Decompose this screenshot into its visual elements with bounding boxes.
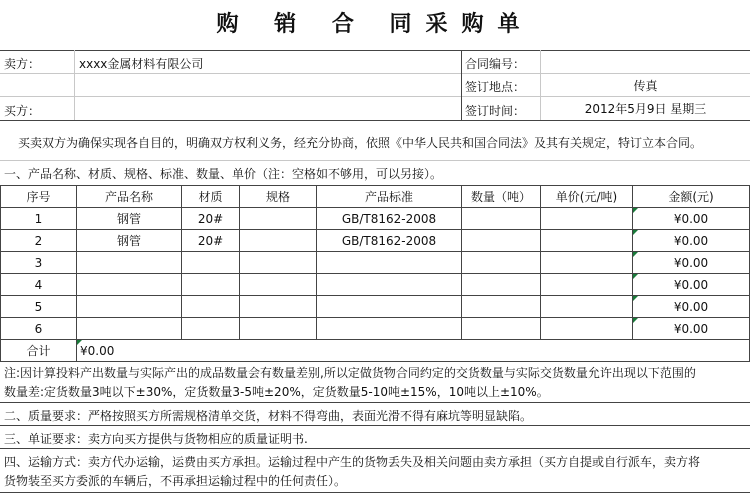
- cell-no: 5: [34, 299, 43, 314]
- cell-unit-price[interactable]: [541, 230, 632, 251]
- cell-spec[interactable]: [240, 274, 316, 295]
- sign-time-value[interactable]: 2012年5月9日 星期三: [584, 102, 707, 116]
- document-title: 购 销 合 同采购单: [216, 12, 534, 37]
- formula-marker-icon: [633, 318, 638, 323]
- section-1-heading: 一、产品名称、材质、规格、标准、数量、单价（注：空格如不够用，可以另接）。: [4, 167, 443, 181]
- cell-unit-price[interactable]: [541, 296, 632, 317]
- cell-product-name[interactable]: [77, 296, 181, 317]
- cell-material[interactable]: [182, 318, 239, 339]
- cell-standard[interactable]: GB/T8162-2008: [341, 211, 437, 226]
- cell-quantity[interactable]: [462, 274, 540, 295]
- cell-no: 2: [34, 233, 43, 248]
- cell-standard[interactable]: [317, 318, 461, 339]
- contract-number-label: 合同编号：: [465, 57, 526, 71]
- col-header-no: 序号: [26, 190, 51, 204]
- cell-amount[interactable]: ¥0.00: [673, 233, 709, 248]
- cell-standard[interactable]: [317, 296, 461, 317]
- contract-intro: 买卖双方为确保实现各自目的，明确双方权利义务，经充分协商，依照《中华人民共和国合同法》及其有关规定，特订立本合同。: [18, 136, 703, 150]
- formula-marker-icon: [77, 340, 82, 345]
- cell-product-name[interactable]: [77, 252, 181, 273]
- cell-unit-price[interactable]: [541, 318, 632, 339]
- cell-spec[interactable]: [240, 230, 316, 251]
- total-value[interactable]: ¥0.00: [80, 343, 115, 358]
- cell-no: 3: [34, 255, 43, 270]
- row-border: [0, 425, 750, 426]
- col-header-standard: 产品标准: [364, 190, 413, 204]
- cell-unit-price[interactable]: [541, 274, 632, 295]
- table-bottom-border: [0, 361, 750, 362]
- cell-material[interactable]: 20#: [197, 211, 224, 226]
- note-line-2: 数量差:定货数量3吨以下±30%，定货数量3-5吨±20%，定货数量5-10吨±15%，10吨以上±10%。: [4, 385, 549, 399]
- cell-material[interactable]: [182, 252, 239, 273]
- cell-spec[interactable]: [240, 296, 316, 317]
- formula-marker-icon: [633, 252, 638, 257]
- header-top-border: [0, 50, 750, 51]
- row-border: [0, 492, 750, 493]
- cell-spec[interactable]: [240, 318, 316, 339]
- cell-no: 1: [34, 211, 43, 226]
- buyer-label: 买方：: [4, 104, 41, 118]
- cell-spec[interactable]: [240, 252, 316, 273]
- cell-standard[interactable]: GB/T8162-2008: [341, 233, 437, 248]
- cell-material[interactable]: [182, 274, 239, 295]
- row-border: [0, 448, 750, 449]
- cell-material[interactable]: [182, 296, 239, 317]
- cell-unit-price[interactable]: [541, 252, 632, 273]
- cell-unit-price[interactable]: [541, 208, 632, 229]
- formula-marker-icon: [633, 230, 638, 235]
- note-line-1: 注:因计算投料产出数量与实际产出的成品数量会有数量差别,所以定做货物合同约定的交货数量与实际交货数量允许出现以下范围的: [4, 366, 696, 380]
- col-header-product-name: 产品名称: [104, 190, 153, 204]
- header-bottom-border: [0, 120, 750, 121]
- sign-time-label: 签订时间：: [465, 104, 526, 118]
- cell-amount[interactable]: ¥0.00: [673, 277, 709, 292]
- header-col-border: [461, 50, 462, 120]
- formula-marker-icon: [633, 274, 638, 279]
- col-header-spec: 规格: [265, 190, 290, 204]
- section-4-transport-line-1: 四、运输方式：卖方代办运输，运费由买方承担。运输过程中产生的货物丢失及相关问题由卖方承担（买方自提或自行派车，卖方将: [4, 455, 701, 469]
- cell-quantity[interactable]: [462, 318, 540, 339]
- cell-amount[interactable]: ¥0.00: [673, 299, 709, 314]
- seller-name[interactable]: xxxx金属材料有限公司: [79, 57, 204, 71]
- formula-marker-icon: [633, 208, 638, 213]
- header-col-border: [74, 50, 75, 120]
- cell-amount[interactable]: ¥0.00: [673, 211, 709, 226]
- sign-place-label: 签订地点：: [465, 80, 526, 94]
- cell-no: 4: [34, 277, 43, 292]
- section-3-documents: 三、单证要求：卖方向买方提供与货物相应的质量证明书.: [4, 432, 308, 446]
- col-header-material: 材质: [198, 190, 223, 204]
- cell-standard[interactable]: [317, 252, 461, 273]
- formula-marker-icon: [633, 296, 638, 301]
- section-2-quality: 二、质量要求：严格按照买方所需规格清单交货，材料不得弯曲，表面光滑不得有麻坑等明显缺陷。: [4, 409, 533, 423]
- cell-quantity[interactable]: [462, 208, 540, 229]
- col-header-amount: 金额(元): [668, 190, 714, 204]
- row-border: [0, 402, 750, 403]
- seller-label: 卖方：: [4, 57, 41, 71]
- cell-no: 6: [34, 321, 43, 336]
- total-label: 合计: [26, 344, 51, 358]
- cell-material[interactable]: 20#: [197, 233, 224, 248]
- cell-product-name[interactable]: 钢管: [116, 212, 141, 226]
- cell-product-name[interactable]: 钢管: [116, 234, 141, 248]
- cell-spec[interactable]: [240, 208, 316, 229]
- cell-product-name[interactable]: [77, 318, 181, 339]
- cell-quantity[interactable]: [462, 252, 540, 273]
- col-header-unit-price: 单价(元/吨): [555, 190, 618, 204]
- cell-quantity[interactable]: [462, 296, 540, 317]
- cell-amount[interactable]: ¥0.00: [673, 321, 709, 336]
- section-4-transport-line-2: 货物装至买方委派的车辆后，不再承担运输过程中的任何责任）。: [4, 474, 347, 488]
- cell-amount[interactable]: ¥0.00: [673, 255, 709, 270]
- row-border: [0, 160, 750, 161]
- col-header-quantity: 数量（吨）: [470, 190, 531, 204]
- cell-quantity[interactable]: [462, 230, 540, 251]
- cell-product-name[interactable]: [77, 274, 181, 295]
- sign-place-value[interactable]: 传真: [633, 78, 658, 93]
- cell-standard[interactable]: [317, 274, 461, 295]
